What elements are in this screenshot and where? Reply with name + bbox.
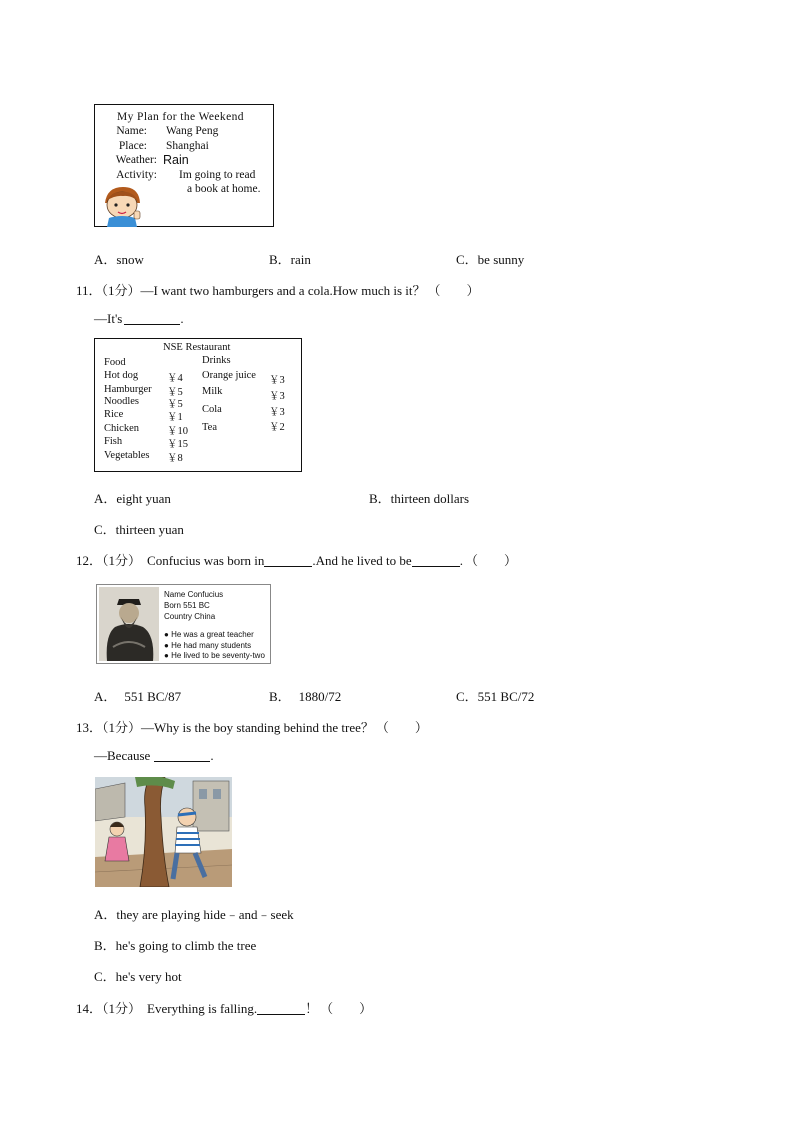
menu-drink-item: Orange juice bbox=[202, 370, 256, 381]
menu-food-item: Rice bbox=[104, 409, 124, 420]
q10-option-b[interactable]: B．rain bbox=[269, 252, 311, 267]
q13-option-a[interactable]: A．they are playing hide﹣and﹣seek bbox=[94, 907, 294, 922]
q13-answer-line: —Because . bbox=[94, 748, 214, 763]
q11-option-c[interactable]: C．thirteen yuan bbox=[94, 522, 184, 537]
menu-food-item: Chicken bbox=[104, 423, 139, 434]
q12-blank-1[interactable] bbox=[264, 553, 312, 567]
conf-born: Born 551 BC bbox=[164, 601, 210, 610]
confucius-portrait bbox=[99, 587, 159, 661]
menu-drink-price: ￥3 bbox=[269, 391, 285, 402]
q14-question: 14．（1分） Everything is falling. ！ （ ） bbox=[76, 1001, 373, 1016]
conf-name: Name Confucius bbox=[164, 590, 224, 599]
hide-and-seek-illustration bbox=[95, 777, 232, 887]
confucius-card bbox=[96, 584, 271, 664]
menu-food-header: Food bbox=[104, 357, 126, 368]
menu-drink-price: ￥2 bbox=[269, 422, 285, 433]
menu-food-price: ￥5 bbox=[167, 399, 183, 410]
menu-food-price: ￥10 bbox=[167, 426, 188, 437]
plan-value-activity: Im going to read bbox=[179, 169, 256, 181]
menu-food-item: Hamburger bbox=[104, 384, 152, 395]
plan-value-place: Shanghai bbox=[166, 140, 209, 152]
q13-option-c[interactable]: C．he's very hot bbox=[94, 969, 182, 984]
menu-food-item: Noodles bbox=[104, 396, 139, 407]
q13-question: 13．（1分）—Why is the boy standing behind the tree？ （ ） bbox=[76, 720, 428, 735]
menu-title: NSE Restaurant bbox=[163, 342, 231, 353]
conf-fact: ● He had many students bbox=[164, 641, 252, 650]
menu-food-item: Fish bbox=[104, 436, 123, 447]
q12-option-c[interactable]: C．551 BC/72 bbox=[456, 689, 535, 704]
plan-value-name: Wang Peng bbox=[166, 125, 219, 137]
q12-question: 12．（1分） Confucius was born in .And he lived to be . （ ） bbox=[76, 553, 517, 568]
q13-option-b[interactable]: B．he's going to climb the tree bbox=[94, 938, 257, 953]
menu-food-price: ￥8 bbox=[167, 453, 183, 464]
q12-option-a[interactable]: A． 551 BC/87 bbox=[94, 689, 182, 704]
restaurant-menu bbox=[94, 338, 302, 472]
boy-illustration bbox=[97, 181, 149, 227]
q11-blank[interactable] bbox=[124, 311, 180, 325]
menu-food-price: ￥1 bbox=[167, 412, 183, 423]
plan-title: My Plan for the Weekend bbox=[117, 111, 244, 123]
menu-food-price: ￥4 bbox=[167, 373, 183, 384]
q12-option-b[interactable]: B． 1880/72 bbox=[269, 689, 342, 704]
q11-option-a[interactable]: A．eight yuan bbox=[94, 491, 171, 506]
q13-blank[interactable] bbox=[154, 748, 210, 762]
plan-label-activity: Activity: bbox=[116, 169, 157, 181]
conf-fact: ● He was a great teacher bbox=[164, 630, 254, 639]
q12-blank-2[interactable] bbox=[412, 553, 460, 567]
conf-fact: ● He lived to be seventy-two bbox=[164, 651, 265, 660]
menu-food-price: ￥5 bbox=[167, 387, 183, 398]
plan-label-weather: Weather: bbox=[115, 154, 157, 166]
plan-value-weather: Rain bbox=[163, 153, 189, 167]
q14-blank[interactable] bbox=[257, 1001, 305, 1015]
plan-label-name: Name: bbox=[116, 125, 147, 137]
q11-answer-line: —It's . bbox=[94, 311, 184, 326]
q11-option-b[interactable]: B．thirteen dollars bbox=[369, 491, 470, 506]
menu-drink-item: Cola bbox=[202, 404, 222, 415]
menu-drink-price: ￥3 bbox=[269, 407, 285, 418]
q10-option-a[interactable]: A．snow bbox=[94, 252, 144, 267]
q11-question: 11．（1分）—I want two hamburgers and a cola.How much is it？ （ ） bbox=[76, 283, 480, 298]
menu-drink-item: Milk bbox=[202, 386, 223, 397]
menu-food-item: Hot dog bbox=[104, 370, 139, 381]
q10-option-c[interactable]: C．be sunny bbox=[456, 252, 525, 267]
plan-card bbox=[94, 104, 274, 227]
menu-food-item: Vegetables bbox=[104, 450, 150, 461]
menu-drink-item: Tea bbox=[202, 422, 218, 433]
menu-food-price: ￥15 bbox=[167, 439, 188, 450]
menu-drinks-header: Drinks bbox=[202, 355, 231, 366]
plan-label-place: Place: bbox=[118, 140, 147, 152]
conf-country: Country China bbox=[164, 612, 216, 621]
menu-drink-price: ￥3 bbox=[269, 375, 285, 386]
plan-value-activity-line2: a book at home. bbox=[187, 183, 261, 195]
